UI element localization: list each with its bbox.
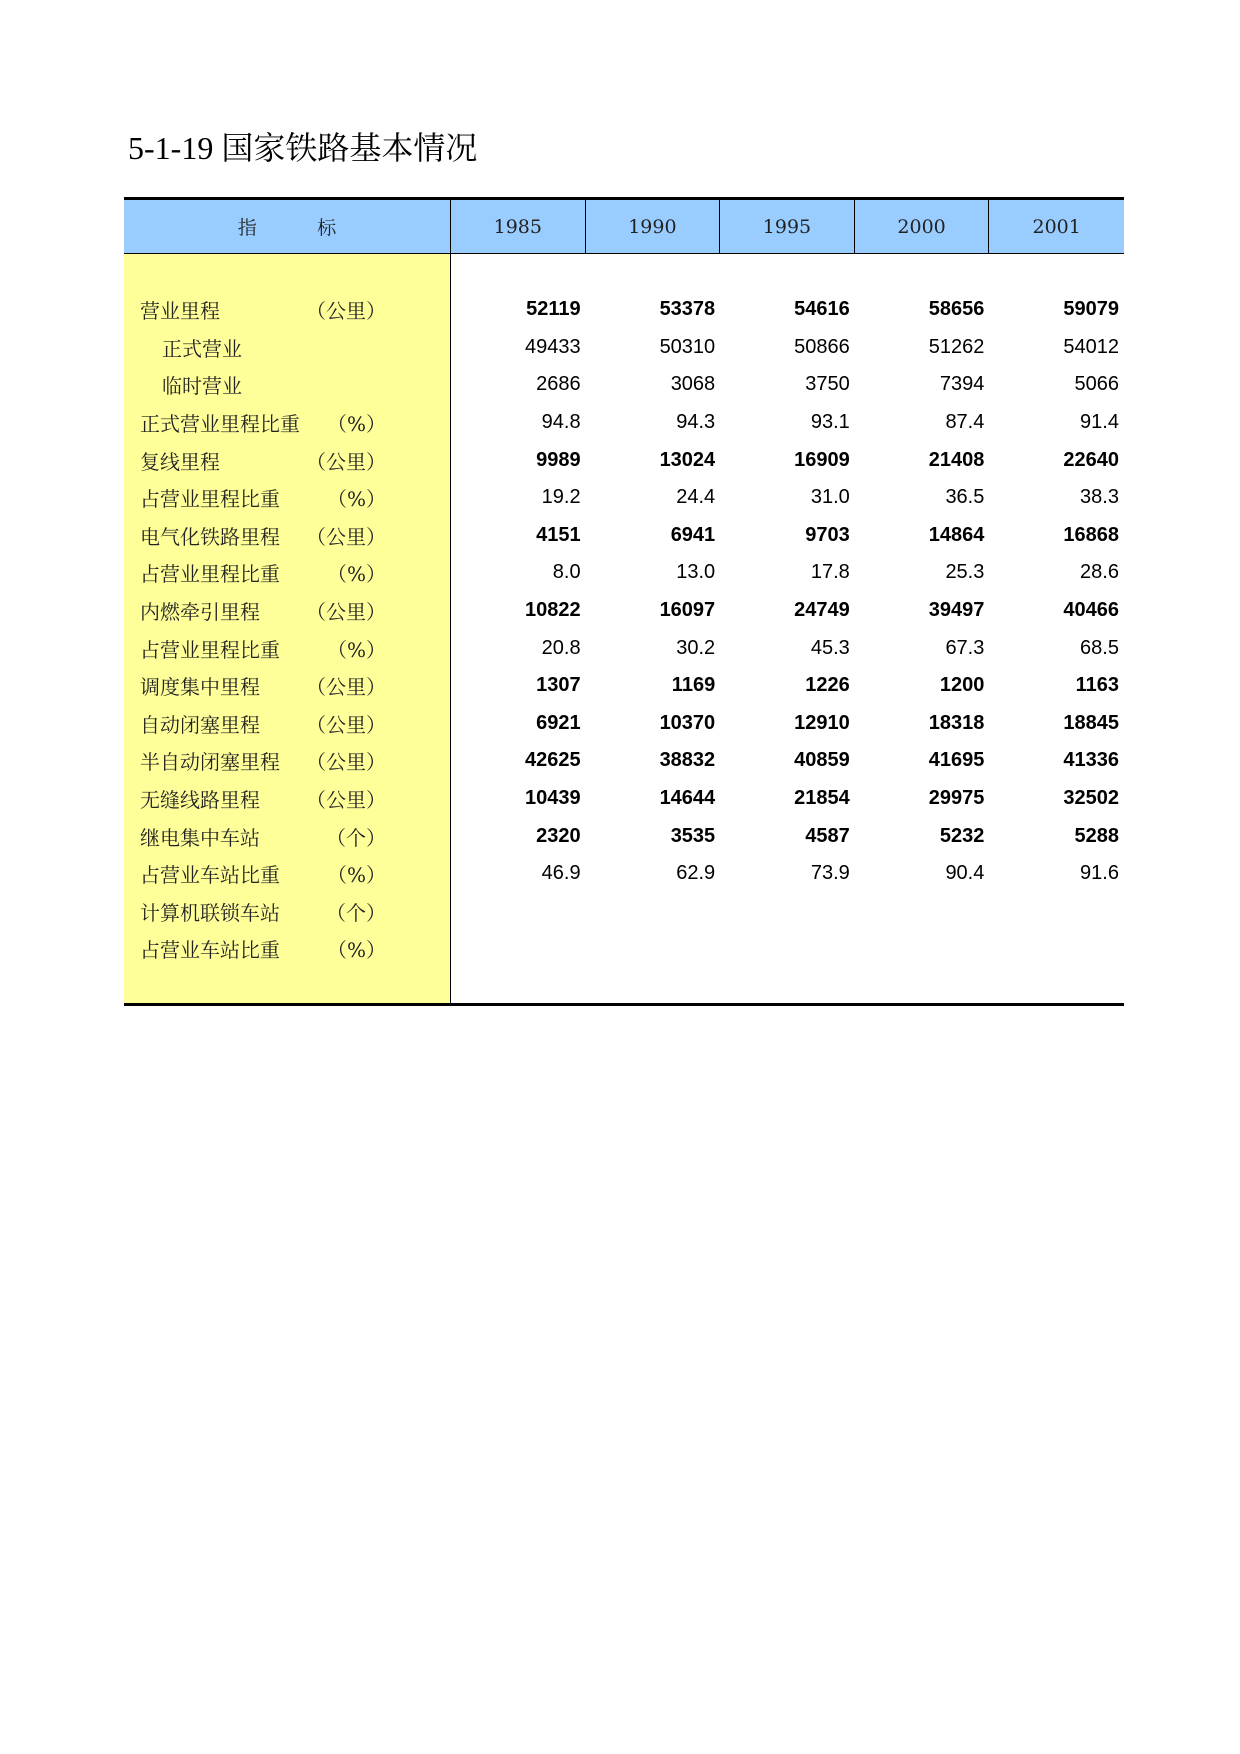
table-cell: 1226 <box>805 674 850 697</box>
table-cell: 93.1 <box>810 411 850 434</box>
table-cell: 52119 <box>526 298 581 321</box>
table-cell: 67.3 <box>945 636 985 659</box>
table-cell: 14644 <box>659 787 716 810</box>
table-cell: 6941 <box>670 523 716 546</box>
row-label <box>124 780 450 818</box>
table-cell: 21854 <box>794 787 850 810</box>
table-cell: 5232 <box>939 824 985 847</box>
row-unit: （公里） <box>306 675 386 700</box>
indicator-header: 指 标 <box>124 200 451 253</box>
row-label <box>124 667 450 705</box>
row-label <box>124 629 450 667</box>
table-cell: 91.4 <box>1080 411 1119 434</box>
table-cell: 13.0 <box>676 561 716 584</box>
year-header: 2000 <box>855 200 990 253</box>
table-cell: 24.4 <box>676 486 716 509</box>
label-column <box>124 254 451 1003</box>
table-cell: 5288 <box>1074 824 1119 847</box>
row-label <box>124 517 450 555</box>
table-cell: 51262 <box>928 335 985 358</box>
table-row <box>451 291 1124 329</box>
row-unit: （公里） <box>306 788 386 813</box>
table-cell: 17.8 <box>810 561 850 584</box>
table-row <box>451 517 1124 555</box>
row-label <box>124 817 450 855</box>
row-name: 临时营业 <box>162 374 242 399</box>
table-row <box>451 592 1124 630</box>
table-cell: 1163 <box>1075 674 1119 697</box>
data-column <box>451 254 1124 1003</box>
row-label <box>124 404 450 442</box>
table-cell: 25.3 <box>945 561 985 584</box>
table-cell: 42625 <box>524 749 581 772</box>
row-name: 内燃牵引里程 <box>140 600 260 625</box>
table-cell: 3535 <box>670 824 716 847</box>
table-row <box>451 893 1124 931</box>
row-name: 占营业里程比重 <box>140 637 280 662</box>
table-cell: 2320 <box>536 824 581 847</box>
table-row <box>451 554 1124 592</box>
table-row <box>451 780 1124 818</box>
table-cell: 49433 <box>524 335 581 358</box>
row-label <box>124 479 450 517</box>
table-cell: 54012 <box>1063 335 1119 358</box>
row-label <box>124 930 450 968</box>
table-row <box>451 855 1124 893</box>
table-cell: 18845 <box>1063 711 1119 734</box>
table-cell: 59079 <box>1063 298 1119 321</box>
table-cell: 10439 <box>524 787 581 810</box>
row-name: 无缝线路里程 <box>140 788 260 813</box>
row-name: 半自动闭塞里程 <box>140 750 280 775</box>
row-name: 营业里程 <box>140 299 220 324</box>
table-cell: 39497 <box>928 599 985 622</box>
year-header: 1985 <box>451 200 586 253</box>
row-name: 调度集中里程 <box>140 675 260 700</box>
table-row <box>451 705 1124 743</box>
table-row <box>451 930 1124 968</box>
table-cell: 50866 <box>794 335 850 358</box>
railway-stats-table <box>124 197 1124 1006</box>
table-cell: 30.2 <box>676 636 716 659</box>
table-cell: 38832 <box>659 749 716 772</box>
table-cell: 87.4 <box>945 411 985 434</box>
row-name: 占营业里程比重 <box>140 487 280 512</box>
table-cell: 90.4 <box>945 862 985 885</box>
table-cell: 50310 <box>659 335 716 358</box>
table-cell: 8.0 <box>552 561 581 584</box>
table-row <box>451 441 1124 479</box>
row-label <box>124 366 450 404</box>
table-cell: 54616 <box>794 298 850 321</box>
row-unit: （公里） <box>306 750 386 775</box>
table-cell: 24749 <box>794 599 850 622</box>
table-cell: 46.9 <box>541 862 581 885</box>
table-cell: 16097 <box>659 599 716 622</box>
year-header: 1990 <box>586 200 721 253</box>
row-unit: （%） <box>326 412 386 437</box>
table-cell: 41336 <box>1063 749 1119 772</box>
row-name: 电气化铁路里程 <box>140 524 280 549</box>
table-cell: 73.9 <box>810 862 850 885</box>
table-cell: 18318 <box>928 711 985 734</box>
table-cell: 94.8 <box>541 411 581 434</box>
table-cell: 19.2 <box>541 486 581 509</box>
table-cell: 12910 <box>794 711 850 734</box>
table-cell: 31.0 <box>810 486 850 509</box>
table-cell: 45.3 <box>810 636 850 659</box>
row-name: 占营业车站比重 <box>140 938 280 963</box>
table-cell: 94.3 <box>676 411 716 434</box>
table-cell: 2686 <box>536 373 581 396</box>
table-cell: 4587 <box>805 824 850 847</box>
table-row <box>451 366 1124 404</box>
table-row <box>451 817 1124 855</box>
row-name: 正式营业 <box>162 336 242 361</box>
row-label <box>124 554 450 592</box>
row-label <box>124 705 450 743</box>
table-cell: 1169 <box>671 674 716 697</box>
table-cell: 29975 <box>928 787 985 810</box>
row-unit: （个） <box>326 825 386 850</box>
row-label <box>124 441 450 479</box>
table-cell: 40466 <box>1063 599 1119 622</box>
table-row <box>451 479 1124 517</box>
table-cell: 62.9 <box>676 862 716 885</box>
table-cell: 36.5 <box>945 486 985 509</box>
table-cell: 1307 <box>536 674 581 697</box>
table-row <box>451 667 1124 705</box>
row-name: 复线里程 <box>140 449 220 474</box>
table-cell: 68.5 <box>1080 636 1119 659</box>
table-body <box>124 254 1124 1003</box>
row-label <box>124 291 450 329</box>
row-unit: （公里） <box>306 449 386 474</box>
table-cell: 7394 <box>939 373 985 396</box>
page-title: 5-1-19 国家铁路基本情况 <box>128 130 478 166</box>
row-name: 自动闭塞里程 <box>140 712 260 737</box>
table-cell: 32502 <box>1063 787 1119 810</box>
table-cell: 10370 <box>659 711 716 734</box>
year-header: 1995 <box>720 200 855 253</box>
table-cell: 3750 <box>805 373 850 396</box>
table-cell: 20.8 <box>541 636 581 659</box>
row-unit: （%） <box>326 863 386 888</box>
table-cell: 16868 <box>1063 523 1119 546</box>
row-unit: （公里） <box>306 299 386 324</box>
row-unit: （公里） <box>306 712 386 737</box>
row-label <box>124 893 450 931</box>
table-cell: 22640 <box>1063 448 1119 471</box>
table-cell: 28.6 <box>1080 561 1119 584</box>
row-unit: （公里） <box>306 524 386 549</box>
row-name: 计算机联锁车站 <box>140 900 280 925</box>
table-row <box>451 742 1124 780</box>
table-cell: 58656 <box>928 298 985 321</box>
table-cell: 53378 <box>659 298 716 321</box>
table-row <box>451 329 1124 367</box>
row-name: 占营业车站比重 <box>140 863 280 888</box>
table-cell: 9703 <box>805 523 850 546</box>
row-name: 继电集中车站 <box>140 825 260 850</box>
table-cell: 40859 <box>794 749 850 772</box>
table-cell: 10822 <box>524 599 581 622</box>
header-row <box>124 200 1124 254</box>
table-cell: 91.6 <box>1080 862 1119 885</box>
table-cell: 41695 <box>928 749 985 772</box>
bottom-rule <box>124 1003 1124 1006</box>
row-unit: （%） <box>326 637 386 662</box>
table-cell: 16909 <box>794 448 850 471</box>
table-cell: 13024 <box>659 448 716 471</box>
row-unit: （公里） <box>306 600 386 625</box>
table-cell: 21408 <box>928 448 985 471</box>
table-cell: 3068 <box>670 373 716 396</box>
table-cell: 1200 <box>939 674 985 697</box>
year-header: 2001 <box>1032 215 1081 238</box>
table-cell: 9989 <box>536 448 581 471</box>
row-label <box>124 592 450 630</box>
row-label <box>124 329 450 367</box>
row-unit: （个） <box>326 900 386 925</box>
row-unit: （%） <box>326 487 386 512</box>
table-row <box>451 404 1124 442</box>
row-name: 占营业里程比重 <box>140 562 280 587</box>
row-label <box>124 855 450 893</box>
row-label <box>124 742 450 780</box>
table-cell: 5066 <box>1074 373 1119 396</box>
table-cell: 4151 <box>536 523 581 546</box>
row-unit: （%） <box>326 562 386 587</box>
row-name: 正式营业里程比重 <box>140 412 300 437</box>
table-cell: 14864 <box>928 523 985 546</box>
table-row <box>451 629 1124 667</box>
table-cell: 6921 <box>536 711 581 734</box>
row-unit: （%） <box>326 938 386 963</box>
table-cell: 38.3 <box>1080 486 1119 509</box>
